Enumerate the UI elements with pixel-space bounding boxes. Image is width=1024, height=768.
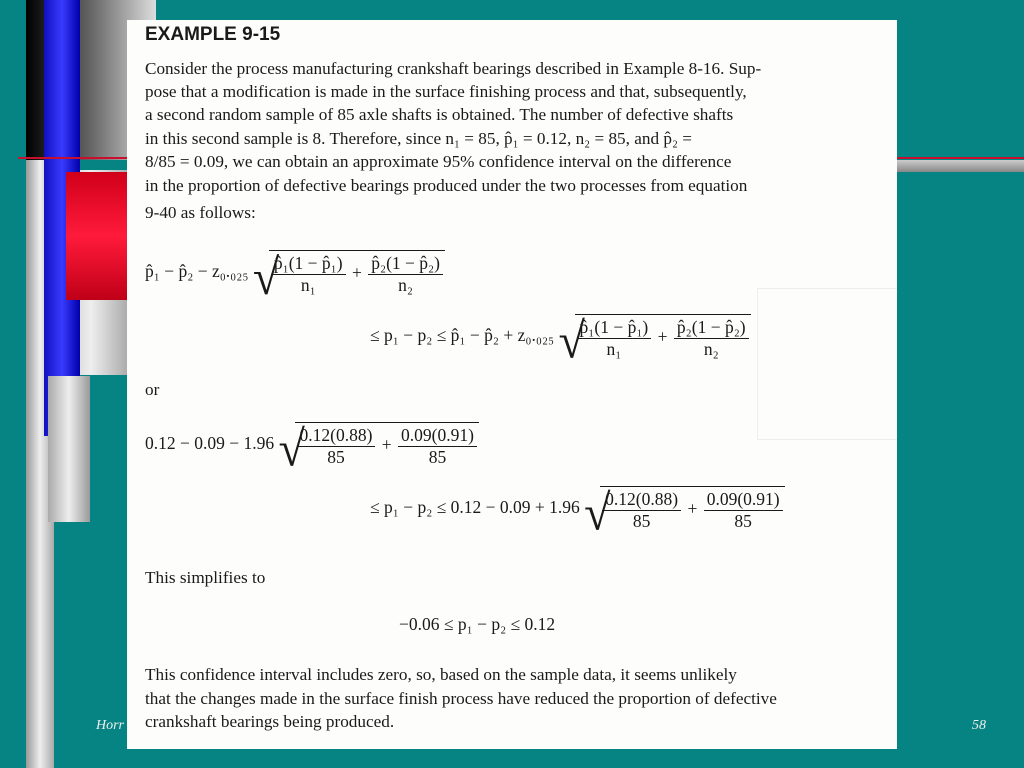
paragraph-line: in the proportion of defective bearings produced under the two processes from equation [145, 176, 748, 195]
decor-bar-red [66, 172, 128, 300]
fraction-numerator: 0.09(0.91) [704, 489, 783, 511]
paragraph-line: a second random sample of 85 axle shafts is obtained. The number of defective shafts [145, 105, 734, 124]
eq1-left-text: p̂₁ − p̂₂ − z₀.₀₂₅ [145, 261, 249, 282]
plus-sign: + [351, 262, 362, 283]
fraction-denominator: n₂ [398, 275, 414, 295]
result-inequality: −0.06 ≤ p₁ − p₂ ≤ 0.12 [399, 614, 556, 634]
bleed-through [757, 288, 897, 440]
fraction-denominator: 85 [327, 447, 345, 467]
plus-sign: + [687, 498, 698, 519]
paragraph-line: pose that a modification is made in the surface finishing process and that, subsequently, [145, 82, 747, 101]
equation-2-left [145, 421, 479, 478]
eq2-right-text: ≤ p₁ − p₂ ≤ 0.12 − 0.09 + 1.96 [370, 497, 580, 518]
plus-sign: + [657, 326, 668, 347]
sqrt-symbol: √ $\frac{0.12(0.88)}{85}$ + $\frac{0.09(0.91)}{85}$ [279, 422, 479, 468]
sqrt-symbol: √ $\frac{\text{p̂₁(1 − p̂₁)}}{\text{n₁}}$ + $\frac{\text{p̂₂(1 − p̂₂)}}{\text{n₂}}$ [253, 250, 445, 296]
sqrt-symbol: √ $\frac{\text{p̂₁(1 − p̂₁)}}{\text{n₁}}$ + $\frac{\text{p̂₂(1 − p̂₂)}}{\text{n₂}}$ [559, 314, 751, 360]
example-heading: EXAMPLE 9-15 [145, 24, 281, 45]
equation-2-right [370, 485, 785, 542]
equation-1-right [370, 313, 751, 370]
conclusion-line: crankshaft bearings being produced. [145, 712, 395, 731]
fraction-numerator: p̂₁(1 − p̂₁) [577, 317, 652, 339]
fraction-denominator: 85 [428, 447, 447, 467]
plus-sign: + [381, 434, 392, 455]
paragraph-line: 9-40 as follows: [145, 203, 256, 222]
eq2-left-text: 0.12 − 0.09 − 1.96 [145, 433, 275, 454]
fraction-denominator: n₁ [606, 339, 622, 359]
paragraph-line: in this second sample is 8. Therefore, since n₁ = 85, p̂₁ = 0.12, n₂ = 85, and p̂₂ = [145, 129, 692, 148]
fraction-numerator: p̂₁(1 − p̂₁) [271, 253, 346, 275]
fraction-denominator: 85 [632, 511, 651, 531]
fraction-denominator: 85 [734, 511, 752, 531]
eq1-right-text: ≤ p₁ − p₂ ≤ p̂₁ − p̂₂ + z₀.₀₂₅ [370, 325, 555, 346]
decor-bar-gray-lower [48, 376, 90, 522]
fraction-denominator: n₂ [703, 339, 719, 359]
equation-1-left [145, 249, 445, 306]
fraction-numerator: p̂₂(1 − p̂₂) [368, 253, 443, 275]
fraction-numerator: 0.12(0.88) [602, 489, 681, 511]
fraction-numerator: p̂₂(1 − p̂₂) [674, 317, 749, 339]
footer-left-text: Horr [96, 718, 125, 733]
fraction-numerator: 0.12(0.88) [297, 425, 376, 447]
paragraph-line: Consider the process manufacturing crankshaft bearings described in Example 8-16. Sup- [145, 59, 762, 78]
simplifies-label: This simplifies to [145, 568, 266, 587]
or-label: or [145, 380, 160, 399]
paragraph-line: 8/85 = 0.09, we can obtain an approximate 95% confidence interval on the difference [145, 152, 732, 171]
scanned-page [127, 20, 897, 749]
fraction-denominator: n₁ [300, 275, 316, 295]
page-number: 58 [972, 718, 986, 733]
decor-bar-right [897, 160, 1024, 172]
conclusion-line: that the changes made in the surface finish process have reduced the proportion of defective [145, 689, 777, 708]
fraction-numerator: 0.09(0.91) [398, 425, 477, 447]
sqrt-symbol: √ $\frac{0.12(0.88)}{85}$ + $\frac{0.09(0.91)}{85}$ [584, 486, 784, 532]
conclusion-line: This confidence interval includes zero, so, based on the sample data, it seems unlikely [145, 665, 737, 684]
